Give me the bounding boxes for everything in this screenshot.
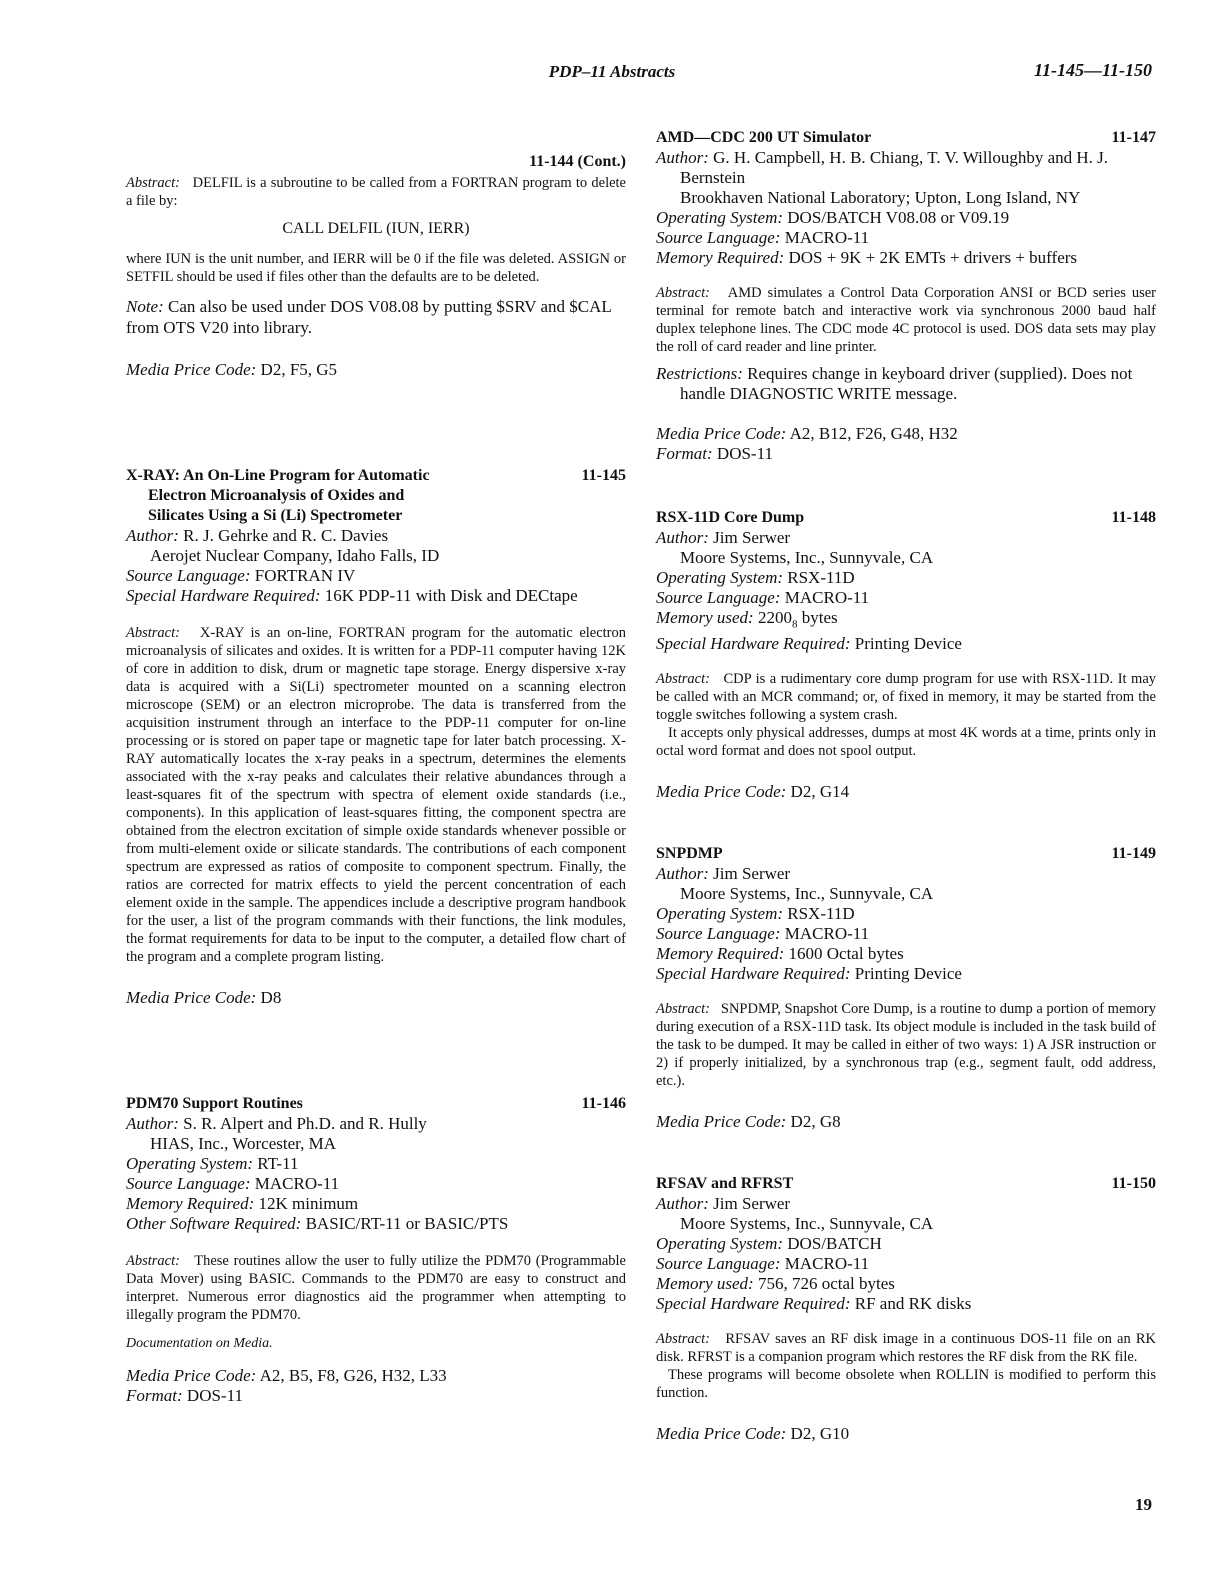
entry-11-147 [656,128,1156,464]
operating-system-field [656,904,1156,924]
author-field [656,148,1156,188]
format-value: DOS-11 [716,444,773,463]
media-price-code [656,1112,1156,1132]
operating-system-value: DOS/BATCH V08.08 or V09.19 [787,208,1010,227]
author-label: Author: [656,1194,709,1214]
author-field [656,528,1156,548]
left-column [126,152,626,1406]
abstract-label: Abstract: [656,1331,710,1348]
memory-required-value: 12K minimum [258,1194,359,1213]
special-hardware-field [126,586,626,606]
source-language-label: Source Language: [126,1174,251,1193]
author-value: Jim Serwer [713,1194,791,1214]
memory-used-unit: bytes [801,608,838,627]
entry-title-line: Electron Microanalysis of Oxides and [148,487,405,504]
entry-number: 11-147 [1111,129,1156,146]
organization: Moore Systems, Inc., Sunnyvale, CA [680,548,934,567]
memory-required-label: Memory Required: [656,944,785,964]
abstract-text: These programs will become obsolete when ROLLIN is modified to perform this function. [656,1367,1156,1402]
media-price-code-value: D2, G10 [790,1424,850,1444]
other-software-field [126,1214,626,1234]
organization: HIAS, Inc., Worcester, MA [150,1134,337,1153]
media-price-code-label: Media Price Code: [126,988,257,1007]
source-language-label: Source Language: [656,924,781,944]
abstract-text: where IUN is the unit number, and IERR will be 0 if the file was deleted. ASSIGN or SETFIL should be used if files other than the defaults are to be deleted. [126,251,626,285]
author-field [656,864,1156,884]
entry-title-line: X-RAY: An On-Line Program for Automatic [126,467,430,484]
operating-system-value: RSX-11D [787,904,855,924]
operating-system-label: Operating System: [656,904,784,924]
media-price-code [656,782,1156,802]
entry-number: 11-145 [581,467,626,484]
author-label: Author: [126,526,179,545]
author-value: R. J. Gehrke and R. C. Davies [183,526,389,545]
entry-number: 11-148 [1111,509,1156,526]
abstract-text: These routines allow the user to fully utilize the PDM70 (Programmable Data Mover) using BASIC. Commands to the PDM70 are easy to construct and interpret. Numerous error diagnostics aid the programmer when attempting to illegally program the PDM70. [126,1253,626,1323]
organization: Aerojet Nuclear Company, Idaho Falls, ID [150,546,440,565]
abstract-text: SNPDMP, Snapshot Core Dump, is a routine to dump a portion of memory during execution of a RSX-11D task. Its object module is included in the task build of the task to be dumped. It may be called in either of two ways: 1) A JSR instruction or 2) if properly initialized, by a synchronous trap (e.g., segment fault, odd address, etc.). [656,1001,1156,1090]
abstract-text: CDP is a rudimentary core dump program for use with RSX-11D. It may be called with an MCR command; or, of fixed in memory, it may be started from the toggle switches following a system crash. [656,671,1157,724]
documentation-note: Documentation on Media. [126,1336,273,1351]
special-hardware-field [656,1294,1156,1314]
abstract-label: Abstract: [656,1001,710,1018]
note [126,296,626,338]
source-language-label: Source Language: [656,1254,781,1274]
abstract-label: Abstract: [656,671,710,688]
entry-number: 11-144 (Cont.) [529,153,626,170]
special-hardware-field [656,964,1156,984]
operating-system-field [126,1154,626,1174]
special-hardware-field [656,634,1156,654]
memory-used-value: 756, 726 octal bytes [757,1274,895,1294]
memory-used-field [656,1274,1156,1294]
operating-system-label: Operating System: [656,1234,784,1254]
author-label: Author: [126,1114,179,1133]
media-price-code [126,1366,626,1386]
memory-used-base: 8 [791,618,798,631]
source-language-value: MACRO-11 [784,588,870,607]
operating-system-label: Operating System: [656,208,784,227]
restrictions-value: Requires change in keyboard driver (supplied). Does not handle DIAGNOSTIC WRITE message. [680,364,1133,403]
media-price-code-label: Media Price Code: [656,782,787,802]
memory-required-field [656,248,1156,268]
entry-11-150 [656,1174,1156,1444]
format-field [656,444,1156,464]
operating-system-label: Operating System: [656,568,784,587]
memory-used-value: 2200 [757,608,792,627]
abstract-text: It accepts only physical addresses, dumps at most 4K words at a time, prints only in octal word format and does not spool output. [656,725,1156,760]
entry-11-148 [656,508,1156,802]
entry-title-line: Silicates Using a Si (Li) Spectrometer [148,507,403,524]
abstract [656,670,1156,760]
memory-required-field [126,1194,626,1214]
memory-required-value: 1600 Octal bytes [788,944,904,964]
format-label: Format: [126,1386,183,1405]
format-field [126,1386,626,1406]
special-hardware-value: RF and RK disks [854,1294,972,1314]
special-hardware-value: 16K PDP-11 with Disk and DECtape [324,586,578,605]
media-price-code-value: D2, G8 [790,1112,841,1132]
entry-title: RSX-11D Core Dump [656,509,805,526]
note-text: Can also be used under DOS V08.08 by putting $SRV and $CAL from OTS V20 into library. [126,297,612,337]
restrictions-field [656,364,1156,404]
author-label: Author: [656,864,709,884]
special-hardware-label: Special Hardware Required: [656,634,851,654]
operating-system-value: RT-11 [257,1154,299,1173]
source-language-field [656,924,1156,944]
entry-number: 11-150 [1111,1175,1156,1193]
abstract [126,1252,626,1324]
abstract-text: RFSAV saves an RF disk image in a continuous DOS-11 file on an RK disk. RFRST is a companion program which restores the RF disk from the RK file. [656,1331,1157,1366]
author-value: Jim Serwer [713,528,791,547]
special-hardware-label: Special Hardware Required: [656,964,851,984]
source-language-field [656,228,1156,248]
entry-number: 11-146 [581,1095,626,1112]
abstract-label: Abstract: [126,175,180,191]
abstract-continued [126,250,626,286]
media-price-code-value: D8 [260,988,282,1007]
operating-system-field [656,568,1156,588]
abstract-text: X-RAY is an on-line, FORTRAN program for the automatic electron microanalysis of silicates and oxides. It is written for a PDP-11 computer having 12K of core in addition to disk, drum or magnetic tape storage. Energy dispersive x-ray data is acquired with a Si(Li) spectrometer mounted on a scanning electron microscope (SEM) or an electron microprobe. The data is transferred from the acquisition instrument through an interface to the PDP-11 computer for on-line processing or is stored on paper tape or magnetic tape for later batch processing. X-RAY automatically locates the x-ray peaks in a spectrum, determines the elements associated with the x-ray peaks and calculates their relative abundances through a least-squares fit of the spectrum with spectra of element oxide standards (i.e., components). In this application of least-squares fitting, the component spectra are obtained from the electron excitation of simple oxide standards whenever possible or from multi-element oxide or silicate standards. The contributions of each component spectrum are expressed as ratios of composite to component spectrum. Finally, the ratios are corrected for matrix effects to yield the percent concentration of each element oxide in the sample. The appendices include a descriptive program handbook for the user, a list of the program commands with their functions, the link modules, the format requirements for data to be input to the computer, a detailed flow chart of the program and a complete program listing. [126,625,627,965]
memory-required-field [656,944,1156,964]
author-label: Author: [656,528,709,547]
entry-number: 11-149 [1111,845,1156,863]
abstract [656,1000,1156,1090]
page-number: 19 [1135,1495,1152,1514]
call-statement: CALL DELFIL (IUN, IERR) [282,220,470,237]
special-hardware-value: Printing Device [854,964,962,984]
entry-title [126,466,430,526]
entry-title: PDM70 Support Routines [126,1095,303,1112]
abstract-text: DELFIL is a subroutine to be called from a FORTRAN program to delete a file by: [126,175,626,209]
source-language-value: MACRO-11 [254,1174,340,1193]
right-column [656,128,1156,1444]
source-language-label: Source Language: [656,588,781,607]
entry-11-144-cont [126,152,626,380]
media-price-code [126,988,626,1008]
source-language-field [656,588,1156,608]
page-header-title: PDP–11 Abstracts [548,62,676,81]
memory-used-label: Memory used: [656,1274,754,1294]
source-language-value: MACRO-11 [784,924,870,944]
author-field [126,526,626,546]
media-price-code-label: Media Price Code: [656,424,787,443]
other-software-value: BASIC/RT-11 or BASIC/PTS [305,1214,509,1233]
media-price-code [656,1424,1156,1444]
entry-11-146 [126,1094,626,1406]
note-label: Note: [126,297,164,316]
format-value: DOS-11 [186,1386,243,1405]
organization: Moore Systems, Inc., Sunnyvale, CA [680,1214,934,1234]
memory-required-label: Memory Required: [126,1194,255,1213]
operating-system-value: RSX-11D [787,568,855,587]
special-hardware-label: Special Hardware Required: [126,586,321,605]
organization: Moore Systems, Inc., Sunnyvale, CA [680,884,934,904]
entry-title: SNPDMP [656,845,723,863]
media-price-code-value: D2, F5, G5 [260,360,338,379]
abstract [126,174,626,210]
operating-system-label: Operating System: [126,1154,254,1173]
memory-used-field [656,608,1156,634]
author-field [126,1114,626,1134]
media-price-code-label: Media Price Code: [656,1112,787,1132]
operating-system-field [656,208,1156,228]
author-label: Author: [656,148,709,167]
entry-11-149 [656,844,1156,1132]
memory-used-label: Memory used: [656,608,754,627]
memory-required-value: DOS + 9K + 2K EMTs + drivers + buffers [788,248,1078,267]
abstract-label: Abstract: [126,1253,180,1269]
entry-title: RFSAV and RFRST [656,1175,794,1193]
source-language-label: Source Language: [126,566,251,585]
organization: Brookhaven National Laboratory; Upton, Long Island, NY [680,188,1081,207]
entry-11-145 [126,466,626,1008]
abstract-label: Abstract: [126,625,180,641]
operating-system-field [656,1234,1156,1254]
abstract [126,624,626,966]
source-language-field [126,1174,626,1194]
abstract [656,1330,1156,1402]
source-language-value: MACRO-11 [784,1254,870,1274]
memory-required-label: Memory Required: [656,248,785,267]
abstract-label: Abstract: [656,285,710,301]
media-price-code [126,360,626,380]
other-software-label: Other Software Required: [126,1214,302,1233]
media-price-code [656,424,1156,444]
special-hardware-value: Printing Device [854,634,962,654]
source-language-value: MACRO-11 [784,228,870,247]
source-language-value: FORTRAN IV [254,566,356,585]
media-price-code-label: Media Price Code: [126,360,257,379]
format-label: Format: [656,444,713,463]
source-language-field [656,1254,1156,1274]
author-value: Jim Serwer [713,864,791,884]
media-price-code-value: A2, B5, F8, G26, H32, L33 [259,1366,447,1385]
author-value: G. H. Campbell, H. B. Chiang, T. V. Willoughby and H. J. Bernstein [680,148,1109,187]
special-hardware-label: Special Hardware Required: [656,1294,851,1314]
media-price-code-label: Media Price Code: [126,1366,257,1385]
entry-title: AMD—CDC 200 UT Simulator [656,129,872,146]
media-price-code-label: Media Price Code: [656,1424,787,1444]
author-value: S. R. Alpert and Ph.D. and R. Hully [183,1114,427,1133]
abstract-text: AMD simulates a Control Data Corporation ANSI or BCD series user terminal for remote batch and interactive work via synchronous 2000 baud half duplex telephone lines. The CDC mode 4C protocol is used. DOS data sets may play the roll of card reader and line printer. [656,285,1157,355]
restrictions-label: Restrictions: [656,364,743,383]
operating-system-value: DOS/BATCH [787,1234,882,1254]
source-language-label: Source Language: [656,228,781,247]
author-field [656,1194,1156,1214]
page-header-range: 11-145—11-150 [1033,60,1152,80]
abstract [656,284,1156,356]
source-language-field [126,566,626,586]
media-price-code-value: D2, G14 [790,782,850,802]
media-price-code-value: A2, B12, F26, G48, H32 [789,424,958,443]
